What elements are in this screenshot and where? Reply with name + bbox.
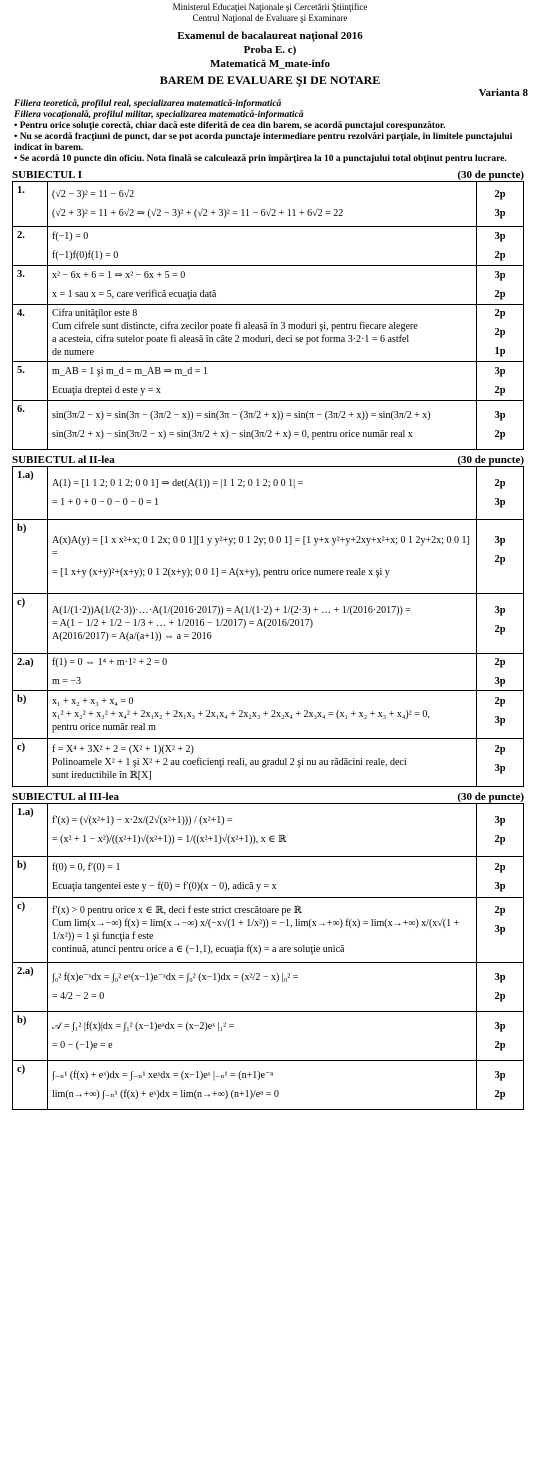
item-number: c)	[13, 1061, 48, 1110]
points-cell	[477, 401, 524, 450]
item-number: c)	[13, 594, 48, 654]
points-value: 3p	[494, 715, 506, 726]
section-1-title: SUBIECTUL I	[12, 169, 83, 181]
points-cell	[477, 963, 524, 1012]
solution-line: Cum cifrele sunt distincte, cifra zecilor poate fi aleasă în 3 moduri şi, pentru fiecare alegere	[52, 321, 418, 332]
item-number: c)	[13, 739, 48, 787]
points-value: 3p	[494, 881, 506, 892]
solution-cell	[48, 691, 477, 739]
points-cell	[477, 739, 524, 787]
barem-row	[13, 227, 524, 266]
points-value: 2p	[494, 624, 506, 635]
exam-title: Examenul de bacalaureat naţional 2016	[177, 30, 363, 42]
section-3-header	[0, 791, 540, 803]
points-value: 3p	[494, 231, 506, 242]
solution-line: f′(x) > 0 pentru orice x ∈ ℝ, deci f este strict crescătoare pe ℝ	[52, 905, 302, 916]
solution-line: Cum lim(x→−∞) f(x) = lim(x→−∞) x/(−x√(1 + 1/x²)) = −1, lim(x→+∞) f(x) = lim(x→+∞) x/(x√(1 + 1/x²)) = 1 şi funcţia f este	[52, 918, 460, 942]
solution-cell	[48, 963, 477, 1012]
points-cell	[477, 804, 524, 857]
points-value: 2p	[494, 862, 506, 873]
barem-title: BAREM DE EVALUARE ŞI DE NOTARE	[159, 73, 381, 87]
solution-cell	[48, 739, 477, 787]
item-number: 3.	[13, 266, 48, 305]
points-value: 3p	[494, 497, 506, 508]
section-2-header	[0, 454, 540, 466]
section-1-header	[0, 169, 540, 181]
intro-line2: Filiera vocaţională, profilul militar, specializarea matematică-informatică	[14, 110, 304, 120]
solution-cell	[48, 1012, 477, 1061]
solution-line: = [1 x+y (x+y)²+(x+y); 0 1 2(x+y); 0 0 1] = A(x+y), pentru orice numere reale x şi y	[52, 567, 390, 578]
solution-line: sin(3π/2 − x) = sin(3π − (3π/2 − x)) = sin(3π − (3π/2 + x)) = sin(π − (3π/2 + x)) = sin(3π/2 + x)	[52, 410, 431, 421]
solution-line: = A(1 − 1/2 + 1/2 − 1/3 + … + 1/2016 − 1/2017) = A(2016/2017)	[52, 618, 313, 629]
section-3-points: (30 de puncte)	[457, 791, 524, 803]
solution-line: x² − 6x + 6 = 1 ⇒ x² − 6x + 5 = 0	[52, 270, 186, 281]
points-value: 2p	[494, 657, 506, 668]
item-number: 4.	[13, 305, 48, 362]
solution-cell	[48, 362, 477, 401]
solution-line: ∫₀² f(x)e⁻ˣdx = ∫₀² eˣ(x−1)e⁻ˣdx = ∫₀² (x−1)dx = (x²/2 − x) |₀² =	[52, 972, 299, 983]
barem-row	[13, 654, 524, 691]
solution-cell	[48, 467, 477, 520]
barem-row	[13, 182, 524, 227]
solution-line: a acesteia, cifra sutelor poate fi aleasă în câte 2 moduri, deci se pot forma 3·2·1 = 6 astfel	[52, 334, 410, 345]
solution-line: = 4/2 − 2 = 0	[52, 991, 105, 1002]
solution-cell	[48, 520, 477, 594]
barem-row	[13, 898, 524, 963]
section-3-table	[12, 803, 524, 1110]
item-number: 2.a)	[13, 963, 48, 1012]
points-cell	[477, 305, 524, 362]
points-cell	[477, 520, 524, 594]
section-2-title: SUBIECTUL al II-lea	[12, 454, 115, 466]
points-cell	[477, 1061, 524, 1110]
solution-line: Cifra unităţilor este 8	[52, 308, 138, 319]
solution-line: x₁ + x₂ + x₃ + x₄ = 0	[52, 696, 134, 707]
solution-cell	[48, 227, 477, 266]
points-cell	[477, 691, 524, 739]
points-value: 2p	[494, 385, 506, 396]
barem-row	[13, 1061, 524, 1110]
points-value: 3p	[494, 410, 506, 421]
intro-bullet3: • Se acordă 10 puncte din oficiu. Nota finală se calculează prin împărţirea la 10 a punctajului total obţinut pentru lucrare.	[14, 154, 507, 164]
solution-line: f(−1)f(0)f(1) = 0	[52, 250, 119, 261]
subject: Matematică M_mate-info	[209, 58, 331, 70]
solution-line: Polinoamele X² + 1 şi X² + 2 au coeficienţi reali, au gradul 2 şi nu au rădăcini reale, deci	[52, 757, 407, 768]
points-cell	[477, 227, 524, 266]
barem-row	[13, 266, 524, 305]
points-value: 2p	[494, 834, 506, 845]
barem-row	[13, 857, 524, 898]
solution-line: de numere	[52, 347, 94, 358]
barem-row	[13, 804, 524, 857]
item-number: 2.	[13, 227, 48, 266]
solution-cell	[48, 182, 477, 227]
barem-row	[13, 594, 524, 654]
solution-line: = 0 − (−1)e = e	[52, 1040, 113, 1051]
barem-row	[13, 1012, 524, 1061]
intro	[0, 99, 540, 165]
solution-line: = (x² + 1 − x²)/((x²+1)√(x²+1)) = 1/((x²+1)√(x²+1)), x ∈ ℝ	[52, 834, 287, 845]
item-number: b)	[13, 691, 48, 739]
points-value: 3p	[494, 815, 506, 826]
solution-line: ∫₋ₙ¹ (f(x) + eˣ)dx = ∫₋ₙ¹ xeˣdx = (x−1)eˣ |₋ₙ¹ = (n+1)e⁻ⁿ	[52, 1070, 274, 1081]
item-number: b)	[13, 1012, 48, 1061]
solution-line: f(0) = 0, f′(0) = 1	[52, 862, 121, 873]
points-cell	[477, 266, 524, 305]
barem-row	[13, 362, 524, 401]
points-value: 3p	[494, 676, 506, 687]
solution-line: sin(3π/2 + x) − sin(3π/2 − x) = sin(3π/2 + x) − sin(3π/2 + x) = 0, pentru orice număr real x	[52, 429, 413, 440]
points-value: 3p	[494, 763, 506, 774]
intro-bullet2: • Nu se acordă fracţiuni de punct, dar se pot acorda punctaje intermediare pentru rezolvări parţiale, în limitele punctajului indicat în barem.	[14, 132, 513, 153]
solution-line: sunt ireductibile în ℝ[X]	[52, 770, 152, 781]
item-number: b)	[13, 520, 48, 594]
points-value: 2p	[494, 478, 506, 489]
item-number: 1.a)	[13, 467, 48, 520]
proba: Proba E. c)	[243, 44, 297, 56]
solution-line: A(2016/2017) = A(a/(a+1)) ⇔ a = 2016	[52, 631, 212, 642]
solution-cell	[48, 898, 477, 963]
points-cell	[477, 1012, 524, 1061]
solution-line: f = X⁴ + 3X² + 2 = (X² + 1)(X² + 2)	[52, 744, 194, 755]
solution-line: x₁² + x₂² + x₃² + x₄² + 2x₁x₂ + 2x₁x₃ + 2x₁x₄ + 2x₂x₃ + 2x₂x₄ + 2x₃x₄ = (x₁ + x₂ + x₃ + x₄)² = 0,	[52, 709, 430, 720]
barem-row	[13, 520, 524, 594]
points-value: 2p	[494, 308, 506, 319]
section-2-table	[12, 466, 524, 787]
barem-row	[13, 401, 524, 450]
points-value: 2p	[494, 1089, 506, 1100]
section-2-points: (30 de puncte)	[457, 454, 524, 466]
solution-line: f′(x) = (√(x²+1) − x·2x/(2√(x²+1))) / (x²+1) =	[52, 815, 233, 826]
points-cell	[477, 362, 524, 401]
solution-line: x = 1 sau x = 5, care verifică ecuaţia dată	[52, 289, 217, 300]
barem-row	[13, 467, 524, 520]
points-value: 2p	[494, 991, 506, 1002]
points-value: 1p	[494, 346, 506, 357]
solution-line: Ecuaţia tangentei este y − f(0) = f′(0)(x − 0), adică y = x	[52, 881, 277, 892]
item-number: 1.	[13, 182, 48, 227]
solution-line: m = −3	[52, 676, 82, 687]
center-name: Centrul Naţional de Evaluare şi Examinare	[192, 13, 348, 23]
solution-cell	[48, 305, 477, 362]
points-cell	[477, 857, 524, 898]
points-value: 2p	[494, 429, 506, 440]
points-value: 3p	[494, 535, 506, 546]
solution-line: = 1 + 0 + 0 − 0 − 0 − 0 = 1	[52, 497, 159, 508]
solution-line: m_AB = 1 şi m_d = m_AB ⇒ m_d = 1	[52, 366, 208, 377]
solution-cell	[48, 266, 477, 305]
points-cell	[477, 182, 524, 227]
ministry-name: Ministerul Educaţiei Naţionale şi Cercetării Ştiinţifice	[172, 2, 368, 12]
barem-row	[13, 691, 524, 739]
points-cell	[477, 594, 524, 654]
item-number: c)	[13, 898, 48, 963]
points-value: 3p	[494, 972, 506, 983]
points-value: 2p	[494, 327, 506, 338]
section-1-points: (30 de puncte)	[457, 169, 524, 181]
solution-line: pentru orice număr real m	[52, 722, 156, 733]
points-value: 3p	[494, 605, 506, 616]
points-value: 2p	[494, 744, 506, 755]
item-number: 2.a)	[13, 654, 48, 691]
variant: Varianta 8	[478, 87, 528, 99]
solution-cell	[48, 804, 477, 857]
item-number: b)	[13, 857, 48, 898]
solution-line: (√2 + 3)² = 11 + 6√2 ⇒ (√2 − 3)² + (√2 + 3)² = 11 − 6√2 + 11 + 6√2 = 22	[52, 208, 344, 219]
header-institution	[0, 0, 540, 24]
points-value: 3p	[494, 924, 506, 935]
points-value: 3p	[494, 1070, 506, 1081]
intro-bullet1: • Pentru orice soluţie corectă, chiar dacă este diferită de cea din barem, se acordă punctajul corespunzător.	[14, 121, 446, 131]
points-value: 2p	[494, 905, 506, 916]
points-value: 3p	[494, 366, 506, 377]
points-value: 2p	[494, 1040, 506, 1051]
solution-line: A(1/(1·2))A(1/(2·3))·…·A(1/(2016·2017)) = A(1/(1·2) + 1/(2·3) + … + 1/(2016·2017)) =	[52, 605, 411, 616]
solution-line: f(−1) = 0	[52, 231, 89, 242]
item-number: 1.a)	[13, 804, 48, 857]
points-cell	[477, 467, 524, 520]
points-cell	[477, 898, 524, 963]
points-value: 2p	[494, 250, 506, 261]
barem-row	[13, 739, 524, 787]
solution-line: f(1) = 0 ⇔ 1⁴ + m·1² + 2 = 0	[52, 657, 168, 668]
points-value: 2p	[494, 189, 506, 200]
points-value: 2p	[494, 289, 506, 300]
points-value: 2p	[494, 696, 506, 707]
solution-line: lim(n→+∞) ∫₋ₙ¹ (f(x) + eˣ)dx = lim(n→+∞) (n+1)/eⁿ = 0	[52, 1089, 279, 1100]
barem-row	[13, 305, 524, 362]
points-value: 2p	[494, 554, 506, 565]
item-number: 5.	[13, 362, 48, 401]
solution-line: continuă, atunci pentru orice a ∈ (−1,1), ecuaţia f(x) = a are soluţie unică	[52, 944, 345, 955]
intro-line1: Filiera teoretică, profilul real, specializarea matematică-informatică	[14, 99, 282, 109]
solution-line: Ecuaţia dreptei d este y = x	[52, 385, 161, 396]
points-cell	[477, 654, 524, 691]
solution-line: A(x)A(y) = [1 x x²+x; 0 1 2x; 0 0 1][1 y y²+y; 0 1 2y; 0 0 1] = [1 y+x y²+y+2xy+x²+x; 0 1 2y+2x; 0 0 1] =	[52, 535, 470, 559]
barem-row	[13, 963, 524, 1012]
points-value: 3p	[494, 1021, 506, 1032]
solution-line: 𝒜 = ∫₁² |f(x)|dx = ∫₁² (x−1)eˣdx = (x−2)eˣ |₁² =	[52, 1021, 235, 1032]
item-number: 6.	[13, 401, 48, 450]
section-1-table	[12, 181, 524, 450]
points-value: 3p	[494, 270, 506, 281]
solution-cell	[48, 594, 477, 654]
solution-cell	[48, 654, 477, 691]
solution-cell	[48, 401, 477, 450]
points-value: 3p	[494, 208, 506, 219]
solution-cell	[48, 1061, 477, 1110]
solution-line: (√2 − 3)² = 11 − 6√2	[52, 189, 135, 200]
section-3-title: SUBIECTUL al III-lea	[12, 791, 119, 803]
solution-line: A(1) = [1 1 2; 0 1 2; 0 0 1] ⇒ det(A(1)) = |1 1 2; 0 1 2; 0 0 1| =	[52, 478, 304, 489]
solution-cell	[48, 857, 477, 898]
